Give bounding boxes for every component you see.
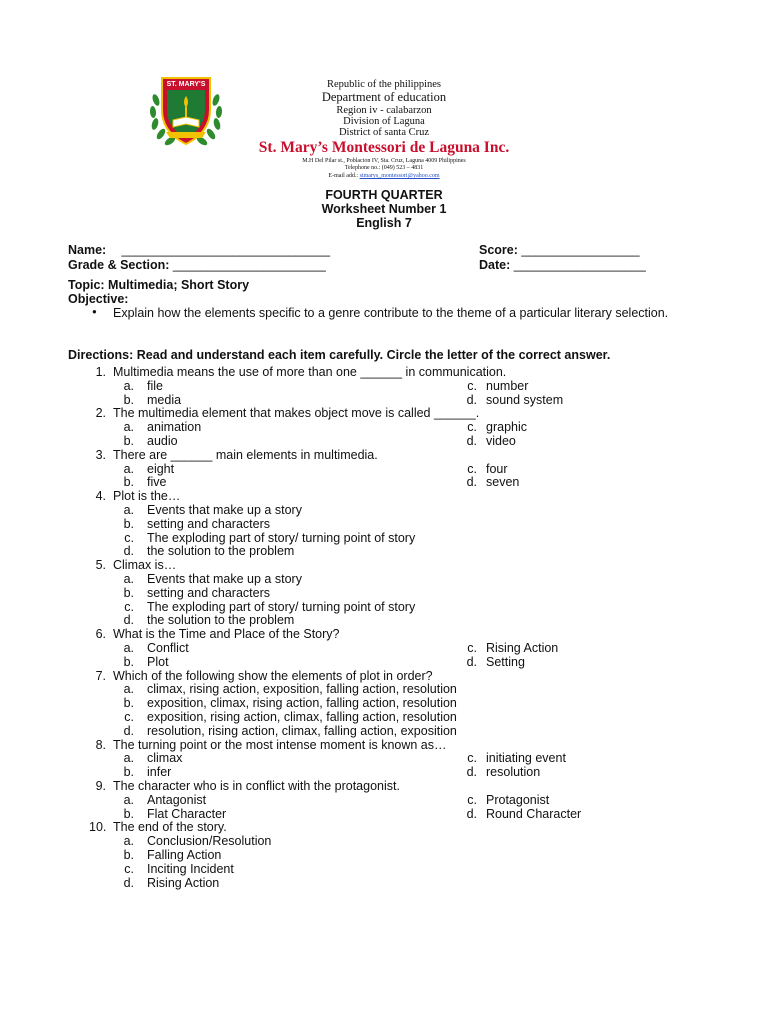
name-blank: ______________________________ [121,243,331,257]
question-9 [0,779,768,793]
option-letter[interactable]: a. [123,834,134,849]
question-text: Multimedia means the use of more than one ______ in communication. [113,365,507,379]
option-text[interactable]: the solution to the problem [147,613,295,628]
question-number: 8. [95,737,106,752]
option-text[interactable]: Conclusion/Resolution [147,834,272,849]
question-6 [0,627,768,641]
option-letter[interactable]: b. [123,585,134,600]
district-line: District of santa Cruz [338,127,430,138]
option-text[interactable]: exposition, climax, rising action, falling action, resolution [147,696,457,711]
score-field [479,244,640,257]
option-text[interactable]: Setting [486,654,525,669]
option-letter[interactable]: c. [467,751,477,766]
svg-text:ST. MARY'S: ST. MARY'S [166,81,206,88]
option-text[interactable]: Antagonist [147,792,207,807]
option-text[interactable]: setting and characters [147,516,270,531]
objective-heading: Objective: [68,292,129,306]
option-row [0,862,768,876]
option-letter[interactable]: a. [123,641,134,655]
option-text[interactable]: number [486,378,529,393]
question-number: 5. [95,558,106,573]
option-text[interactable]: five [147,475,167,490]
score-blank: _________________ [521,243,640,257]
option-text[interactable]: exposition, rising action, climax, falling action, resolution [147,710,457,724]
option-row [0,848,768,862]
question-3 [0,448,768,462]
option-text[interactable]: The exploding part of story/ turning point of story [147,599,416,614]
question-text: Plot is the… [113,489,181,504]
question-5 [0,558,768,572]
school-name: St. Mary’s Montessori de Laguna Inc. [258,139,510,156]
question-1 [0,365,768,379]
topic-line: Topic: Multimedia; Short Story [68,278,250,292]
option-text[interactable]: resolution, rising action, climax, falling action, exposition [147,723,457,738]
option-letter[interactable]: a. [123,792,134,807]
option-letter[interactable]: b. [123,696,134,711]
question-number: 6. [95,627,106,642]
option-row [0,379,768,393]
option-letter[interactable]: a. [123,378,134,393]
option-row [0,434,768,448]
question-number: 4. [95,489,106,504]
option-text[interactable]: media [147,392,182,407]
option-row [0,544,768,558]
option-text[interactable]: Events that make up a story [147,503,302,517]
option-letter[interactable]: c. [124,710,134,724]
option-row [0,793,768,807]
question-number: 9. [95,779,106,793]
option-row [0,531,768,545]
objective-bullet: ● [92,307,97,316]
option-text[interactable]: The exploding part of story/ turning point of story [147,530,416,545]
option-text[interactable]: Falling Action [147,848,222,862]
option-letter[interactable]: c. [467,378,477,393]
question-text: The end of the story. [113,820,227,835]
option-row [0,765,768,779]
school-email [0,173,768,179]
option-letter[interactable]: b. [123,475,134,490]
option-row [0,834,768,848]
option-letter[interactable]: b. [123,765,134,780]
option-row [0,600,768,614]
option-letter[interactable]: c. [467,641,477,655]
question-text: The turning point or the most intense moment is known as… [113,737,447,752]
option-letter[interactable]: c. [467,461,477,476]
email-link[interactable]: stmarys_montessori@yahoo.com [359,173,440,179]
option-row [0,393,768,407]
name-label: Name: [68,243,107,257]
option-text[interactable]: eight [147,461,175,476]
option-letter[interactable]: b. [123,392,134,407]
option-letter[interactable]: a. [123,503,134,517]
option-letter[interactable]: d. [466,654,477,669]
option-letter[interactable]: d. [123,613,134,628]
question-number: 2. [95,406,106,421]
option-letter[interactable]: a. [123,572,134,586]
option-letter[interactable]: c. [124,599,134,614]
question-text: The character who is in conflict with the protagonist. [113,779,400,793]
option-letter[interactable]: d. [466,475,477,490]
option-text[interactable]: graphic [486,420,527,435]
option-row [0,503,768,517]
option-row [0,420,768,434]
option-text[interactable]: the solution to the problem [147,544,295,559]
option-text[interactable]: resolution [486,765,541,780]
grade-section-label: Grade & Section: [68,258,170,272]
option-letter[interactable]: a. [123,751,134,766]
quarter-title: FOURTH QUARTER [325,188,443,202]
option-letter[interactable]: d. [466,806,477,821]
option-letter[interactable]: a. [123,420,134,435]
question-text: What is the Time and Place of the Story? [113,627,340,642]
option-text[interactable]: climax, rising action, exposition, falling action, resolution [147,682,457,697]
option-text[interactable]: video [486,434,516,448]
option-letter[interactable]: d. [123,544,134,559]
question-number: 3. [95,447,106,462]
republic-line: Republic of the philippines [326,79,442,90]
option-row [0,613,768,627]
option-letter[interactable]: d. [123,723,134,738]
objective-text: Explain how the elements specific to a genre contribute to the theme of a particular literary selection. [113,306,669,320]
option-letter[interactable]: b. [123,516,134,531]
question-7 [0,669,768,683]
option-text[interactable]: Events that make up a story [147,572,302,586]
question-text: There are ______ main elements in multimedia. [113,447,378,462]
question-number: 7. [95,668,106,683]
option-text[interactable]: Round Character [486,806,582,821]
question-text: Which of the following show the elements of plot in order? [113,668,433,683]
option-text[interactable]: Conflict [147,641,189,655]
option-letter[interactable]: d. [123,875,134,890]
region-line: Region iv - calabarzon [336,105,432,116]
school-telephone: Telephone no.: (049) 523 – 4831 [344,165,424,171]
option-row [0,572,768,586]
option-letter[interactable]: b. [123,806,134,821]
option-text[interactable]: initiating event [486,751,566,766]
option-letter[interactable]: d. [466,434,477,448]
option-text[interactable]: climax [147,751,183,766]
option-letter[interactable]: d. [466,392,477,407]
option-text[interactable]: Plot [147,654,169,669]
option-letter[interactable]: c. [467,420,477,435]
directions-line: Directions: Read and understand each item carefully. Circle the letter of the correct answer. [68,348,611,362]
option-row [0,876,768,890]
question-number: 10. [89,820,107,835]
option-text[interactable]: audio [147,434,178,448]
option-text[interactable]: file [147,378,163,393]
option-row [0,475,768,489]
option-letter[interactable]: a. [123,461,134,476]
department-line: Department of education [321,90,447,104]
option-text[interactable]: setting and characters [147,585,270,600]
option-letter[interactable]: c. [467,792,477,807]
option-text[interactable]: Rising Action [147,875,220,890]
option-row [0,682,768,696]
school-address: M.H Del Pilar st., Poblacion IV, Sta. Cruz, Laguna 4009 Philippines [302,158,466,164]
date-field [479,259,646,272]
option-row [0,655,768,669]
grade-section-blank: ______________________ [172,258,326,272]
option-text[interactable]: four [486,461,508,476]
option-row [0,710,768,724]
option-text[interactable]: seven [486,475,520,490]
question-text: Climax is… [113,558,177,573]
question-text: The multimedia element that makes object move is called ______. [113,406,480,421]
question-number: 1. [95,365,106,379]
question-8 [0,738,768,752]
option-text[interactable]: Inciting Incident [147,861,234,876]
grade-section-field [68,259,326,272]
option-row [0,751,768,765]
option-row [0,586,768,600]
option-letter[interactable]: b. [123,654,134,669]
worksheet-title: Worksheet Number 1 [321,202,447,216]
question-4 [0,489,768,503]
score-label: Score: [479,243,518,257]
option-text[interactable]: sound system [486,392,564,407]
option-letter[interactable]: d. [466,765,477,780]
option-letter[interactable]: c. [124,530,134,545]
option-letter[interactable]: a. [123,682,134,697]
option-letter[interactable]: b. [123,434,134,448]
option-text[interactable]: Rising Action [486,641,559,655]
option-row [0,641,768,655]
division-line: Division of Laguna [343,116,425,127]
option-text[interactable]: Flat Character [147,806,227,821]
name-field [68,244,330,257]
option-letter[interactable]: c. [124,861,134,876]
question-10 [0,820,768,834]
option-row [0,696,768,710]
option-text[interactable]: Protagonist [486,792,550,807]
question-2 [0,406,768,420]
email-label: E-mail add.: [328,173,360,179]
subject-title: English 7 [356,216,412,230]
option-text[interactable]: animation [147,420,202,435]
option-row [0,517,768,531]
date-blank: ___________________ [513,258,646,272]
option-letter[interactable]: b. [123,848,134,862]
option-row [0,807,768,821]
option-row [0,462,768,476]
option-text[interactable]: infer [147,765,172,780]
date-label: Date: [479,258,511,272]
option-row [0,724,768,738]
